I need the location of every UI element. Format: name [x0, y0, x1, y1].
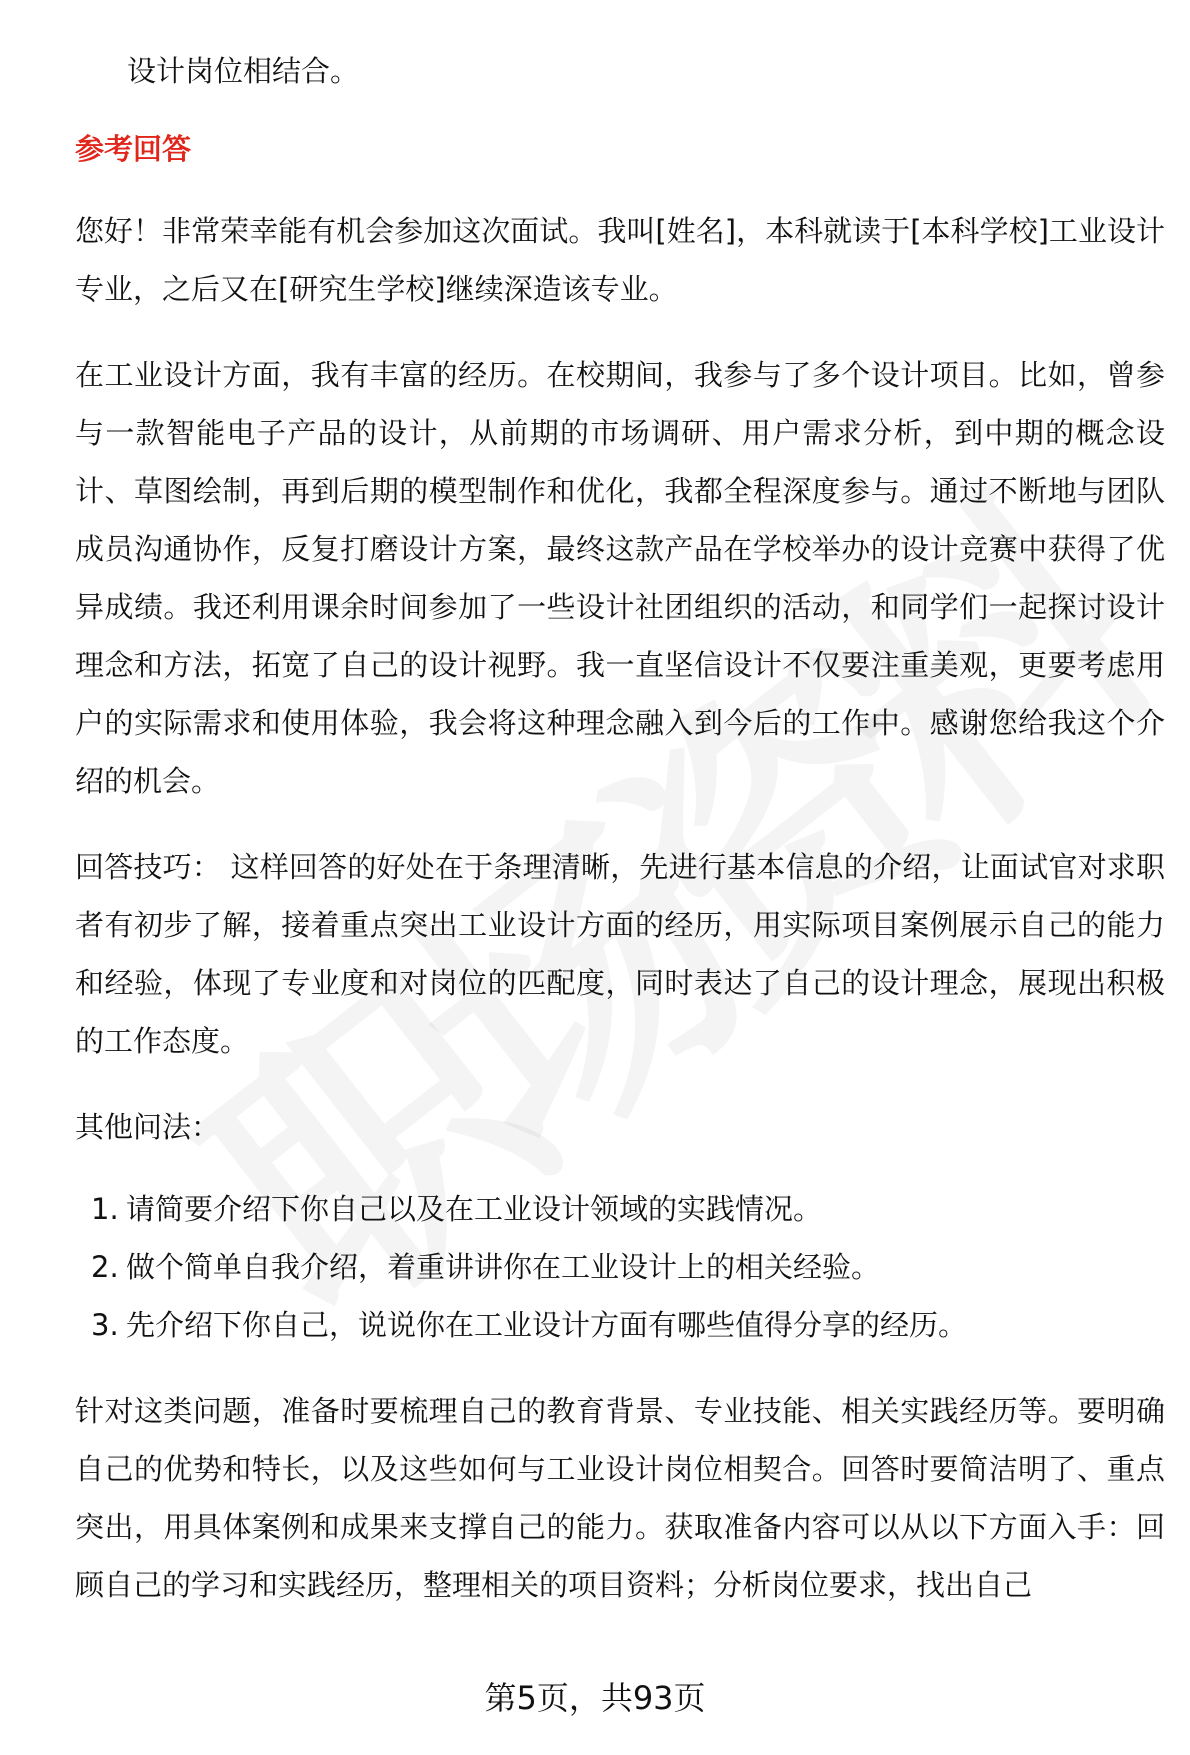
page-number: 第5页，共93页: [484, 1679, 706, 1717]
list-text: 请简要介绍下你自己以及在工业设计领域的实践情况。: [126, 1192, 823, 1226]
list-item: [75, 1238, 1165, 1296]
paragraph-preparation: 针对这类问题，准备时要梳理自己的教育背景、专业技能、相关实践经历等。要明确自己的优势和特长，以及这些如何与工业设计岗位相契合。回答时要简洁明了、重点突出，用具体案例和成果来支撑自己的能力。获取准备内容可以从以下方面入手：回顾自己的学习和实践经历，整理相关的项目资料；分析岗位要求，找出自己: [75, 1394, 1165, 1602]
list-number: 2.: [91, 1250, 119, 1284]
list-number: 3.: [91, 1308, 119, 1342]
document-body: [75, 42, 1165, 1614]
section-title: 参考回答: [75, 132, 192, 166]
list-item: [75, 1296, 1165, 1354]
intro-line: 设计岗位相结合。: [127, 54, 360, 88]
paragraph-greeting: 您好！非常荣幸能有机会参加这次面试。我叫[姓名]，本科就读于[本科学校]工业设计专业，之后又在[研究生学校]继续深造该专业。: [75, 214, 1165, 306]
list-item: [75, 1180, 1165, 1238]
list-number: 1.: [91, 1192, 119, 1226]
other-questions-label: 其他问法：: [75, 1110, 221, 1144]
list-text: 做个简单自我介绍，着重讲讲你在工业设计上的相关经验。: [126, 1250, 881, 1284]
paragraph-experience: 在工业设计方面，我有丰富的经历。在校期间，我参与了多个设计项目。比如，曾参与一款智能电子产品的设计，从前期的市场调研、用户需求分析，到中期的概念设计、草图绘制，再到后期的模型制作和优化，我都全程深度参与。通过不断地与团队成员沟通协作，反复打磨设计方案，最终这款产品在学校举办的设计竞赛中获得了优异成绩。我还利用课余时间参加了一些设计社团组织的活动，和同学们一起探讨设计理念和方法，拓宽了自己的设计视野。我一直坚信设计不仅要注重美观，更要考虑用户的实际需求和使用体验，我会将这种理念融入到今后的工作中。感谢您给我这个介绍的机会。: [75, 358, 1165, 798]
other-questions-list: [75, 1180, 1165, 1354]
list-text: 先介绍下你自己，说说你在工业设计方面有哪些值得分享的经历。: [126, 1308, 968, 1342]
paragraph-tips: 回答技巧： 这样回答的好处在于条理清晰，先进行基本信息的介绍，让面试官对求职者有初步了解，接着重点突出工业设计方面的经历，用实际项目案例展示自己的能力和经验，体现了专业度和对岗位的匹配度，同时表达了自己的设计理念，展现出积极的工作态度。: [75, 850, 1165, 1058]
